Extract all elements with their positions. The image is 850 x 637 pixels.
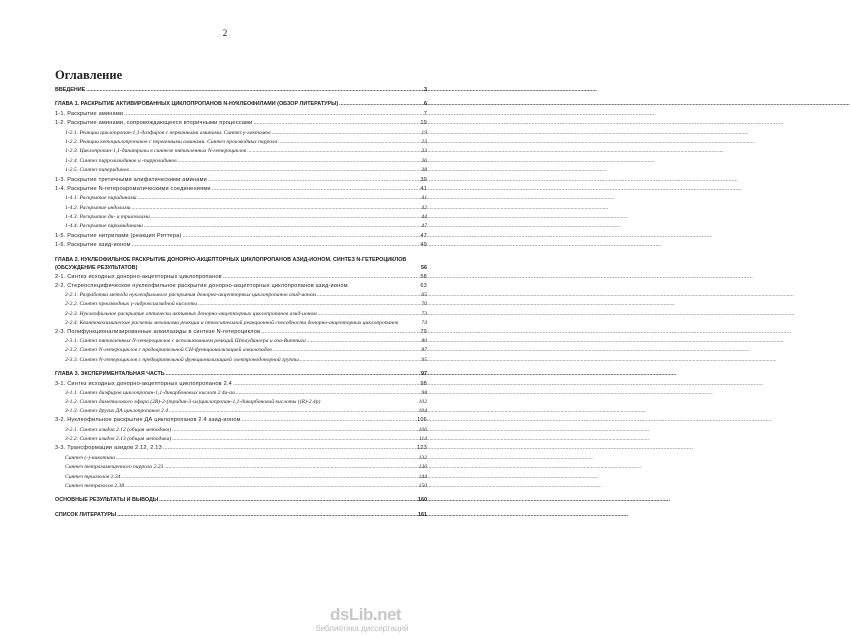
toc-page-number: 136 [418,464,427,471]
toc-entry-text: 1-2.3. Циклопропан-1,1-динитрилы в синтезе пятичленных N-гетероциклов [65,148,247,155]
toc-page-number: 36 [421,157,427,164]
toc-subsection-entry[interactable] [55,213,427,222]
toc-subsection-entry[interactable] [55,319,427,328]
toc-entry-text: ОСНОВНЫЕ РЕЗУЛЬТАТЫ И ВЫВОДЫ [55,497,159,504]
toc-leader-dots [125,482,418,491]
toc-chapter-entry[interactable] [55,511,427,520]
toc-subsection-entry[interactable] [55,194,427,203]
toc-section-entry[interactable] [55,328,427,337]
toc-entry-text: 3-1.1. Синтез диэфиров циклопропан-1,1-дикарбоновых кислот 2.4a-aa [65,389,235,396]
toc-entry-text: 3-1. Синтез исходных донорно-акцепторных циклопропанов 2.4 [55,380,232,387]
toc-page-number: 56 [421,265,427,272]
toc-leader-dots [223,273,420,282]
toc-leader-dots [208,176,419,185]
toc-page-number: 123 [417,445,427,452]
toc-entry-text: 1-4.3. Раскрытие ди- и триазолами [65,214,150,221]
toc-page-number: 97 [421,371,427,378]
toc-entry-text: 1-6. Раскрытие азид-ионом [55,242,131,249]
toc-leader-dots [130,166,421,175]
toc-leader-dots [300,356,421,365]
toc-page-number: 19 [420,120,427,127]
toc-subsection-entry[interactable] [55,407,427,416]
logo-dot: . [372,605,378,624]
toc-subsection-entry[interactable] [55,147,427,156]
toc-leader-dots [132,241,420,250]
toc-leader-dots [307,337,421,346]
toc-page-number: 106 [418,426,427,433]
toc-page-number: 39 [420,176,427,183]
toc-section-entry[interactable] [55,241,427,250]
toc-entry-text: 3-2. Нуклеофильное раскрытие ДА циклопропанов 2.4 азид-ионом [55,417,241,424]
toc-section-entry[interactable] [55,380,427,389]
toc-leader-dots [247,147,420,156]
toc-leader-dots [169,407,418,416]
toc-subsection-entry[interactable] [55,435,427,444]
toc-page-number: 63 [420,283,427,290]
toc-leader-dots [151,213,421,222]
dslib-logo [330,605,401,625]
toc-section-entry[interactable] [55,185,427,194]
toc-page-number: 33 [421,148,427,155]
toc-page-number: 106 [417,417,427,424]
toc-page-number: 47 [421,223,427,230]
toc-leader-dots [163,444,416,453]
toc-entry-text: 1-2.4. Синтез пирролизидинов и -пирролидинов [65,157,177,164]
toc-page-number: 41 [420,185,427,192]
toc-leader-dots [121,473,417,482]
toc-entry-text: 1-4.1. Раскрытие пиридинами [65,195,137,202]
toc-entry-text: 3-2.1. Синтез азидов 2.12 (общая методика) [65,426,172,433]
toc-page-number: 7 [423,110,427,117]
toc-leader-dots [278,138,420,147]
logo-tld: net [377,605,402,624]
toc-subsection-entry[interactable] [55,138,427,147]
toc-subsection-entry[interactable] [55,291,427,300]
toc-leader-dots [261,328,419,337]
toc-leader-dots [339,100,423,109]
toc-leader-dots [172,435,418,444]
toc-leader-dots [318,310,421,319]
toc-leader-dots [198,300,420,309]
toc-entry-text: Синтез тетразолов 2.38 [65,483,125,490]
toc-page-number: 23 [421,138,427,145]
toc-leader-dots [212,185,420,194]
toc-chapter-entry[interactable] [55,86,427,95]
toc-page-number: 74 [421,319,427,326]
toc-leader-dots [233,380,419,389]
toc-entry-text: 1-2.1. Реакции циклопропан-1,1-диэфиров с первичными аминами. Синтез γ-лактамов [65,129,271,136]
toc-page-number: 98 [421,389,427,396]
toc-page-number: 70 [421,301,427,308]
toc-entry-text: 2-3.2. Синтез N-гетероциклов с предварительной CH-функционализацией алкилазидов [65,347,272,354]
toc-chapter-entry[interactable] [55,100,427,109]
toc-page-number: 95 [421,356,427,363]
toc-leader-dots [172,426,417,435]
toc-subsection-entry[interactable] [55,426,427,435]
toc-page-number: 19 [421,129,427,136]
toc-entry-text: 1-1. Раскрытие аминами [55,110,124,117]
toc-entry-text: 2-3.3. Синтез N-гетероциклов с предварительной функционализацией электронодонорной группы [65,356,299,363]
toc-page-number: 65 [421,291,427,298]
toc-subsection-entry[interactable] [55,346,427,355]
toc-entry-text: 2-1. Синтез исходных донорно-акцепторных циклопропанов [55,273,222,280]
toc-entry-text: 1-4.4. Раскрытие пиримидинами [65,223,143,230]
toc-entry-text: 2-3. Полифункционализированные алкилазиды в синтезе N-гетероциклов [55,328,261,335]
toc-subsection-entry[interactable] [55,356,427,365]
toc-page-number: 102 [418,399,427,406]
toc-entry-text: 1-2.2. Реакции кетоциклопропанов с первичными аминами. Синтез производных пиррола [65,138,278,145]
toc-leader-dots [144,222,420,231]
toc-entry-text: ГЛАВА 2. НУКЛЕОФИЛЬНОЕ РАСКРЫТИЕ ДОНОРНО-АКЦЕПТОРНЫХ ЦИКЛОПРОПАНОВ АЗИД-ИОНОМ. СИНТЕЗ N-ГЕТЕРОЦИКЛОВ (ОБСУЖДЕНИЕ РЕЗУЛЬТАТОВ) [55,256,407,272]
toc-entry-text: 2-2.1. Разработка метода нуклеофильного раскрытия донорно-акцепторных циклопропанов азид-ионом [65,291,316,298]
toc-page-number: 80 [421,337,427,344]
toc-leader-dots [159,496,417,505]
toc-page-number: 114 [419,436,427,443]
toc-leader-dots [236,389,421,398]
toc-section-entry[interactable] [55,416,427,425]
toc-page-number: 38 [421,167,427,174]
toc-entry-text: 1-5. Раскрытие нитрилами (реакция Риттера) [55,232,182,239]
toc-section-entry[interactable] [55,176,427,185]
toc-chapter-entry[interactable] [55,256,427,273]
toc-page-number: 42 [421,204,427,211]
toc-leader-dots [272,129,421,138]
toc-page-number: 150 [418,483,427,490]
toc-leader-dots [124,110,422,119]
toc-subsection-entry[interactable] [55,129,427,138]
toc-leader-dots [273,346,421,355]
toc-chapter-entry[interactable] [55,496,427,505]
toc-section-entry[interactable] [55,119,427,128]
toc-entry-text: 1-4.2. Раскрытие индолами [65,204,131,211]
toc-leader-dots [253,119,419,128]
toc-section-entry[interactable] [55,110,427,119]
toc-entry-text: 3-3. Трансформации азидов 2.12, 2.13 [55,445,162,452]
toc-leader-dots [132,204,421,213]
toc-section-entry[interactable] [55,232,427,241]
toc-subsection-entry[interactable] [55,157,427,166]
toc-subsection-entry[interactable] [55,473,427,482]
toc-entry-text: ГЛАВА 1. РАСКРЫТИЕ АКТИВИРОВАННЫХ ЦИКЛОПРОПАНОВ N-НУКЛЕОФИЛАМИ (ОБЗОР ЛИТЕРАТУРЫ) [55,101,339,108]
toc-page-number: 132 [418,454,427,461]
toc-subsection-entry[interactable] [55,204,427,213]
toc-title: Оглавление [55,68,123,82]
toc-leader-dots [317,291,420,300]
toc-page-number: 49 [420,242,427,249]
toc-leader-dots [117,511,417,520]
toc-page-number: 98 [420,380,427,387]
toc-subsection-entry[interactable] [55,310,427,319]
toc-subsection-entry[interactable] [55,482,427,491]
toc-subsection-entry[interactable] [55,337,427,346]
logo-main: dsLib [330,605,373,624]
toc-entry-text: 2-2.3. Нуклеофильное раскрытие оптически активных донорно-акцепторных циклопропанов азид-ионом [65,310,317,317]
toc-entry-text: 3-1.2. Синтез диметилового эфира (2R)-2-(тридин-3-ил)циклопропан-1,1-дикарбоновой кислоты ((R)-2.4p) [65,399,321,406]
toc-subsection-entry[interactable] [55,398,427,407]
toc-page-number: 161 [418,511,427,518]
toc-page-number: 87 [421,347,427,354]
page-number: 2 [222,28,228,38]
toc-entry-text: 2-2.4. Квантовохимические расчеты механизма реакции и относительной реакционной способности донорно-акцепторных циклопропанов [65,319,399,326]
toc-entry-text: 2-2.2. Синтез производных γ-гидроксиазидной кислоты [65,301,198,308]
toc-entry-text: 2-3.1. Синтез пятичленных N-гетероциклов с использованием реакций Штаудингера и аза-Виттига [65,337,306,344]
toc-section-entry[interactable] [55,444,427,453]
toc-leader-dots [138,194,421,203]
toc-leader-dots [242,416,416,425]
toc-entry-text: Синтез триазолов 2.34 [65,473,121,480]
toc-leader-dots [183,232,420,241]
toc-page-number: 144 [418,473,427,480]
toc-leader-dots [116,454,418,463]
toc-page-number: 44 [421,214,427,221]
toc-page-number: 41 [421,195,427,202]
toc-entry-text: ВВЕДЕНИЕ [55,87,86,93]
toc-entry-text: 1-2. Раскрытие аминами, сопровождающееся вторичными процессами [55,120,253,127]
toc-section-entry[interactable] [55,273,427,282]
toc-entry-text: 1-3. Раскрытие третичными алифатическими аминами [55,176,207,183]
toc-subsection-entry[interactable] [55,463,427,472]
toc-leader-dots [178,157,421,166]
toc-subsection-entry[interactable] [55,222,427,231]
toc-page-number: 3 [424,87,427,93]
toc-entry-text: 2-2. Стереоспецифическое нуклеофильное раскрытие донорно-акцепторных циклопропанов азид-ионом [55,283,348,290]
toc-subsection-entry[interactable] [55,389,427,398]
toc-leader-dots [164,463,417,472]
toc-page-number: 104 [418,407,427,414]
toc-entry-text: 1-2.5. Синтез пиперидинов [65,167,129,174]
toc-page-number: 47 [420,232,427,239]
toc-page-number: 160 [418,497,427,504]
toc-subsection-entry[interactable] [55,300,427,309]
toc-entry-text: 1-4. Раскрытие N-гетероароматическими соединениями [55,185,211,192]
toc-section-entry[interactable] [55,282,427,291]
toc-chapter-entry[interactable] [55,370,427,379]
toc-entry-text: ГЛАВА 3. ЭКСПЕРИМЕНТАЛЬНАЯ ЧАСТЬ [55,371,165,378]
toc-entry-text: СПИСОК ЛИТЕРАТУРЫ [55,511,117,518]
toc-subsection-entry[interactable] [55,166,427,175]
logo-subtitle: библиотека диссертаций [316,624,409,633]
toc-leader-dots [86,86,423,95]
toc-entry-text: Синтез тетразамещенного пиррола 2.23 [65,464,164,471]
toc-entry-text: 3-1.3. Синтез других ДА циклопропанов 2.4 [65,407,169,414]
toc-entry-text: Синтез (-)-никотина [65,454,115,461]
toc-page-number: 6 [424,101,427,108]
toc-page-number: 73 [421,310,427,317]
toc-entry-text: 3-2.2. Синтез азидов 2.13 (общая методика) [65,436,172,443]
table-of-contents [55,86,427,520]
toc-leader-dots [166,370,420,379]
toc-page-number: 79 [420,328,427,335]
toc-page-number: 58 [420,273,427,280]
toc-subsection-entry[interactable] [55,454,427,463]
